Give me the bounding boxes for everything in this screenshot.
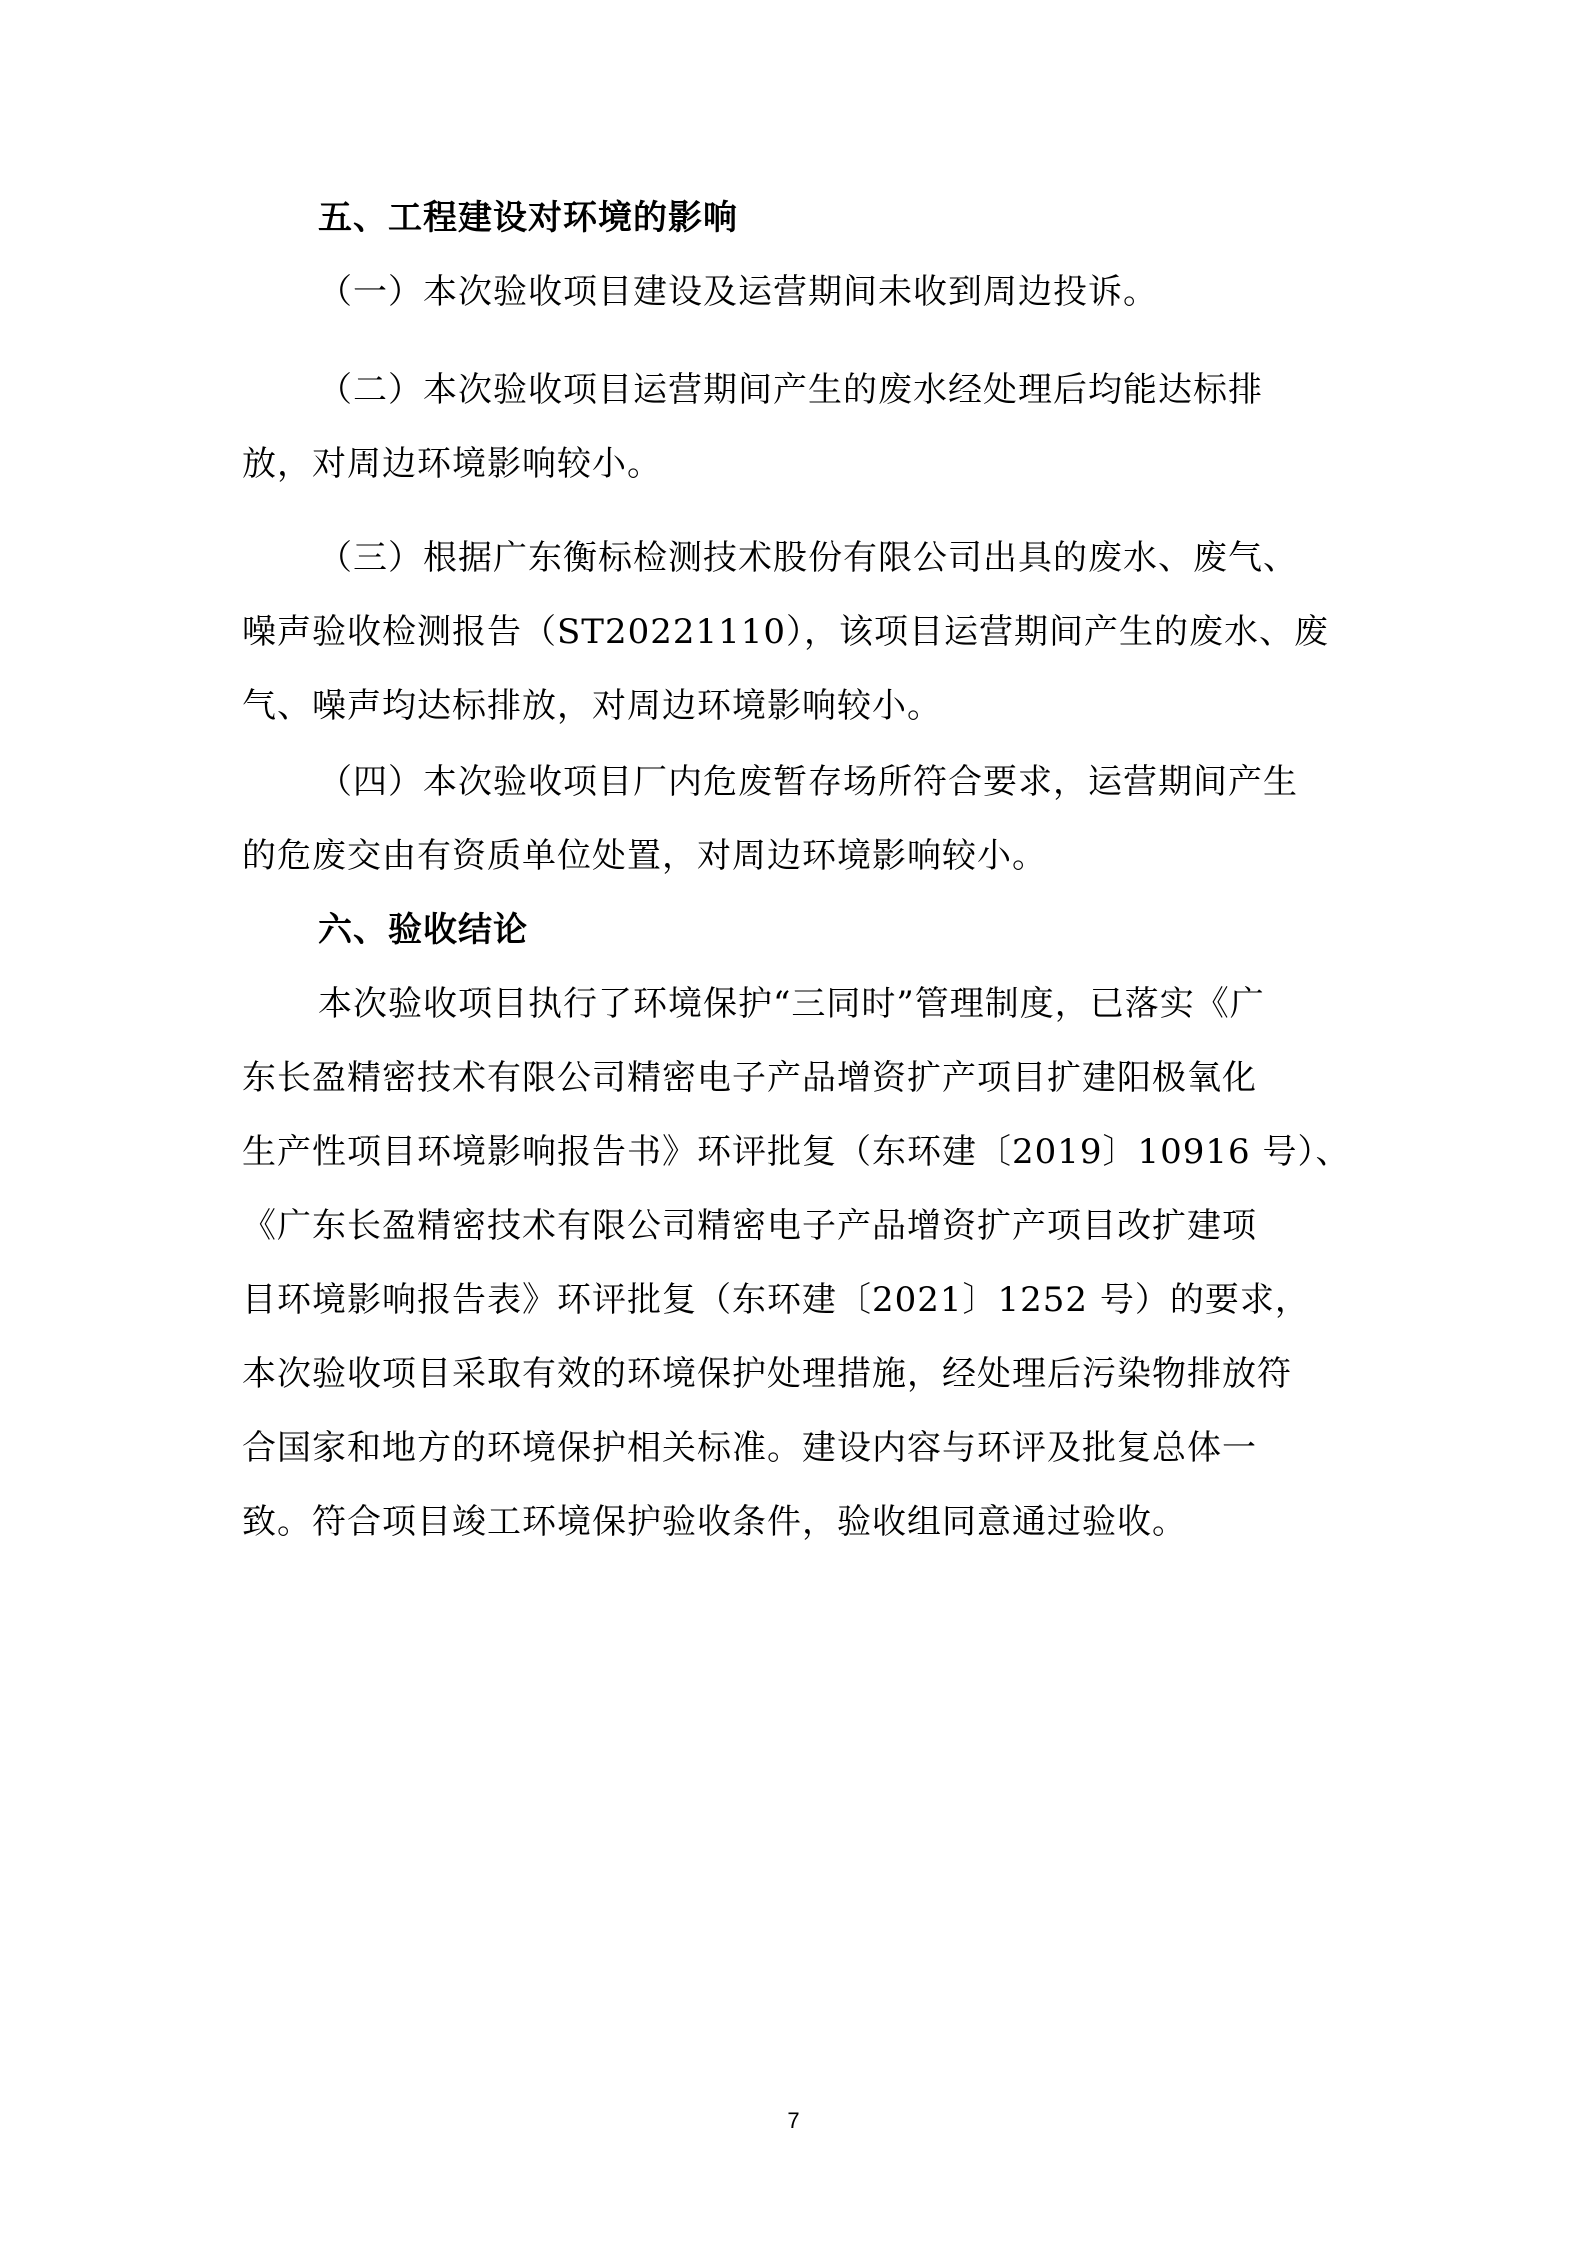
section-6-para-line-4: 《广东长盈精密技术有限公司精密电子产品增资扩产项目改扩建项 (242, 1206, 1257, 1246)
section-6-para-line-2: 东长盈精密技术有限公司精密电子产品增资扩产项目扩建阳极氧化 (242, 1058, 1257, 1098)
page-number: 7 (787, 2108, 800, 2133)
section-5-heading: 五、工程建设对环境的影响 (318, 198, 738, 238)
section-6-para-line-1: 本次验收项目执行了环境保护“三同时”管理制度，已落实《广 (318, 984, 1265, 1024)
section-6-para-line-8: 致。符合项目竣工环境保护验收条件，验收组同意通过验收。 (242, 1502, 1187, 1542)
section-6-heading: 六、验收结论 (318, 910, 528, 950)
section-6-para-line-7: 合国家和地方的环境保护相关标准。建设内容与环评及批复总体一 (242, 1428, 1257, 1468)
section-5-para-3-line-3: 气、噪声均达标排放，对周边环境影响较小。 (242, 686, 942, 726)
section-5-para-4-line-1: （四）本次验收项目厂内危废暂存场所符合要求，运营期间产生 (318, 762, 1298, 802)
section-5-para-4-line-2: 的危废交由有资质单位处置，对周边环境影响较小。 (242, 836, 1047, 876)
section-5-para-2-line-2: 放，对周边环境影响较小。 (242, 444, 662, 484)
section-6-para-line-3: 生产性项目环境影响报告书》环评批复（东环建〔2019〕10916 号）、 (242, 1132, 1351, 1172)
section-5-para-3-line-2: 噪声验收检测报告（ST20221110），该项目运营期间产生的废水、废 (242, 612, 1330, 652)
section-5-para-1-line-1: （一）本次验收项目建设及运营期间未收到周边投诉。 (318, 272, 1158, 312)
section-5-para-3-line-1: （三）根据广东衡标检测技术股份有限公司出具的废水、废气、 (318, 538, 1298, 578)
section-6-para-line-6: 本次验收项目采取有效的环境保护处理措施，经处理后污染物排放符 (242, 1354, 1292, 1394)
section-6-para-line-5: 目环境影响报告表》环评批复（东环建〔2021〕1252 号）的要求， (242, 1280, 1310, 1320)
section-5-para-2-line-1: （二）本次验收项目运营期间产生的废水经处理后均能达标排 (318, 370, 1263, 410)
